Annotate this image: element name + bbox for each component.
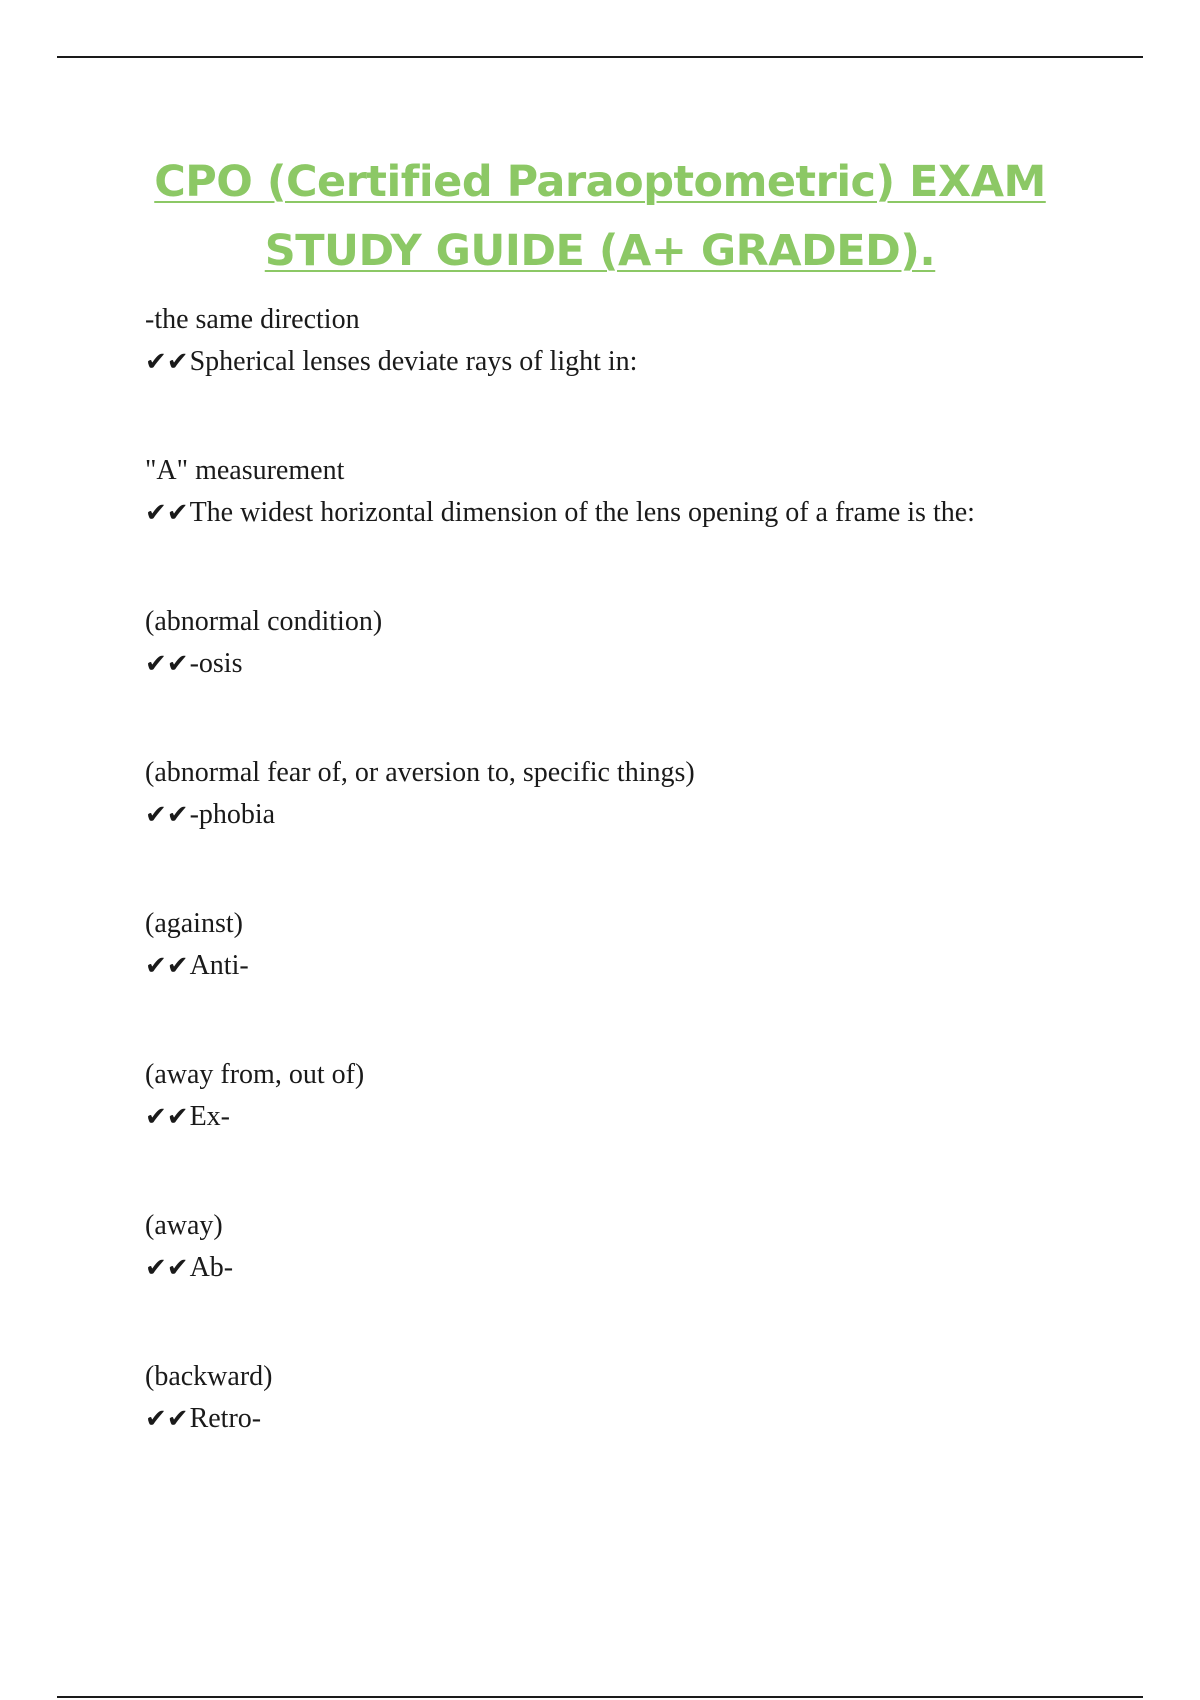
title-line-2: STUDY GUIDE (A+ GRADED).: [264, 226, 936, 276]
entry-answer: (away): [145, 1210, 223, 1241]
entry-question: [145, 794, 1145, 836]
entry-question: [145, 643, 1145, 685]
double-check-icon: ✔✔: [145, 800, 189, 830]
double-check-icon: ✔✔: [145, 649, 189, 679]
entry: [145, 1356, 1145, 1507]
double-check-icon: ✔✔: [145, 1404, 189, 1434]
entry-question: [145, 341, 1145, 383]
entry-question-text: Ab-: [189, 1252, 234, 1283]
footer-rule: [57, 1696, 1143, 1698]
entry: [145, 752, 1145, 903]
entry-answer: (backward): [145, 1361, 273, 1392]
entry-question-text: Retro-: [189, 1403, 262, 1434]
entry: [145, 601, 1145, 752]
double-check-icon: ✔✔: [145, 1102, 189, 1132]
entry-question: [145, 1398, 1145, 1440]
entry: [145, 299, 1145, 450]
header-rule: [57, 56, 1143, 58]
document-title: [0, 148, 1200, 286]
entry-question-text: -phobia: [189, 799, 276, 830]
entry: [145, 1054, 1145, 1205]
double-check-icon: ✔✔: [145, 1253, 189, 1283]
entry-question: [145, 1247, 1145, 1289]
entry-question: [145, 945, 1145, 987]
title-line-1: CPO (Certified Paraoptometric) EXAM: [154, 157, 1046, 207]
double-check-icon: ✔✔: [145, 498, 189, 528]
entry-answer: -the same direction: [145, 304, 360, 335]
entry-question-text: Ex-: [189, 1101, 231, 1132]
entry-question-text: -osis: [189, 648, 243, 679]
entry: [145, 1205, 1145, 1356]
entry-answer: (abnormal condition): [145, 606, 383, 637]
entry-question-text: Spherical lenses deviate rays of light in:: [189, 346, 638, 377]
entry: [145, 903, 1145, 1054]
entry-question-text: Anti-: [189, 950, 249, 981]
entry-answer: "A" measurement: [145, 455, 345, 486]
double-check-icon: ✔✔: [145, 951, 189, 981]
entry-answer: (against): [145, 908, 243, 939]
entry-answer: (away from, out of): [145, 1059, 365, 1090]
double-check-icon: ✔✔: [145, 347, 189, 377]
entry-answer: (abnormal fear of, or aversion to, specific things): [145, 757, 695, 788]
entry-question-text: The widest horizontal dimension of the lens opening of a frame is the:: [189, 497, 975, 528]
study-entries: [145, 299, 1145, 1507]
entry-question: [145, 1096, 1145, 1138]
entry: [145, 450, 1145, 601]
entry-question: [145, 492, 1145, 534]
